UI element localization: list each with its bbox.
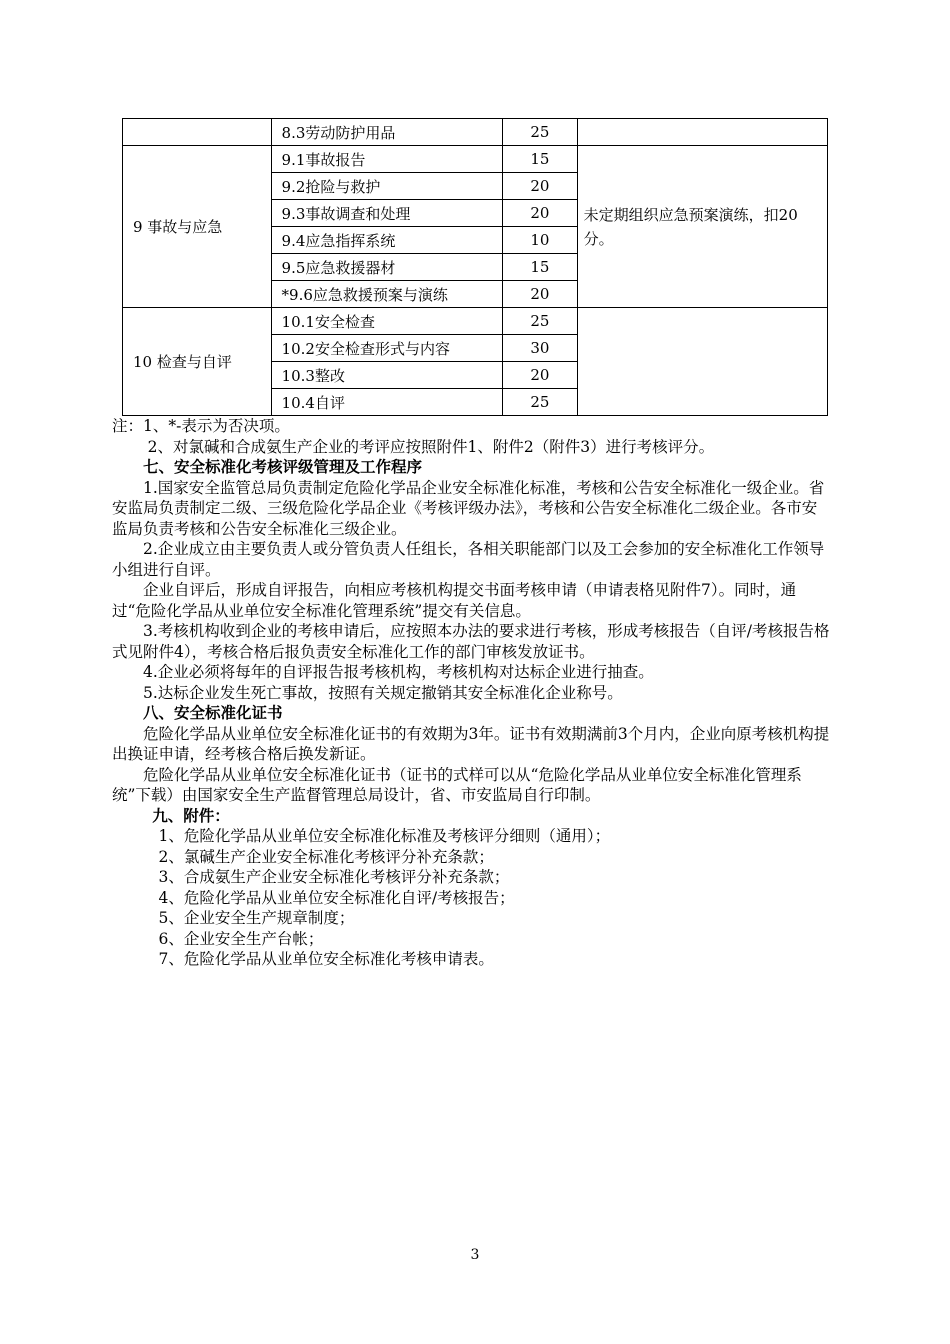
item-cell: 9.3事故调查和处理 [271,200,503,227]
list-item: 5、企业安全生产规章制度； [158,909,355,927]
list-item: 4、危险化学品从业单位安全标准化自评/考核报告； [158,888,515,907]
category-cell: 10 检查与自评 [123,308,272,416]
paragraph: 企业自评后，形成自评报告，向相应考核机构提交书面考核申请（申请表格见附件7）。同时，通过“危险化学品从业单位安全标准化管理系统”提交有关信息。 [112,581,797,620]
item-cell: 9.1事故报告 [271,146,503,173]
paragraph: 1.国家安全监管总局负责制定危险化学品企业安全标准化标准，考核和公告安全标准化一级企业。省安监局负责制定二级、三级危险化学品企业《考核评级办法》，考核和公告安全标准化二级企业。各市安监局负责考核和公告安全标准化三级企业。 [112,478,825,538]
list-item: 2、氯碱生产企业安全标准化考核评分补充条款； [158,847,494,866]
score-cell: 25 [503,119,577,146]
score-cell: 20 [503,173,577,200]
score-cell: 15 [503,254,577,281]
remark-cell [577,119,827,146]
section-9-title: 九、附件： [152,805,230,825]
table-row [123,146,828,173]
paragraph: 4.企业必须将每年的自评报告报考核机构，考核机构对达标企业进行抽查。 [143,663,654,681]
page-number: 3 [470,1247,480,1263]
item-cell: 9.5应急救援器材 [271,254,503,281]
item-cell: 9.2抢险与救护 [271,173,503,200]
section-8-title: 八、安全标准化证书 [143,703,283,722]
score-cell: 20 [503,362,577,389]
item-cell: 10.3整改 [271,362,503,389]
score-cell: 15 [503,146,577,173]
paragraph: 3.考核机构收到企业的考核申请后，应按照本办法的要求进行考核，形成考核报告（自评/考核报告格式见附件4），考核合格后报负责安全标准化工作的部门审核发放证书。 [112,622,830,661]
note-2: 2、对氯碱和合成氨生产企业的考评应按照附件1、附件2（附件3）进行考核评分。 [147,437,715,456]
paragraph: 2.企业成立由主要负责人或分管负责人任组长，各相关职能部门以及工会参加的安全标准化工作领导小组进行自评。 [112,540,825,579]
category-cell: 9 事故与应急 [123,146,272,308]
paragraph: 危险化学品从业单位安全标准化证书（证书的式样可以从“危险化学品从业单位安全标准化管理系统”下载）由国家安全生产监督管理总局设计，省、市安监局自行印制。 [112,765,802,804]
note-1: 注：1、*-表示为否决项。 [112,417,290,435]
table-row [123,308,828,335]
list-item: 3、合成氨生产企业安全标准化考核评分补充条款； [158,868,510,886]
remark-cell [577,308,827,416]
score-cell: 25 [503,308,577,335]
paragraph: 危险化学品从业单位安全标准化证书的有效期为3年。证书有效期满前3个月内，企业向原考核机构提出换证申请，经考核合格后换发新证。 [112,724,830,763]
body-text [112,416,832,970]
list-item: 1、危险化学品从业单位安全标准化标准及考核评分细则（通用）； [158,827,611,845]
score-cell: 30 [503,335,577,362]
item-cell: 10.1安全检查 [271,308,503,335]
list-item: 7、危险化学品从业单位安全标准化考核申请表。 [158,950,494,968]
item-cell: 10.2安全检查形式与内容 [271,335,503,362]
score-cell: 10 [503,227,577,254]
item-cell: *9.6应急救援预案与演练 [271,281,503,308]
item-cell: 9.4应急指挥系统 [271,227,503,254]
attachment-list [112,826,832,970]
remark-cell: 未定期组织应急预案演练，扣20分。 [577,146,827,308]
score-cell: 20 [503,200,577,227]
table-row [123,119,828,146]
score-cell: 25 [503,389,577,416]
category-cell [123,119,272,146]
list-item: 6、企业安全生产台帐； [158,929,324,948]
score-cell: 20 [503,281,577,308]
section-7-title: 七、安全标准化考核评级管理及工作程序 [143,457,423,476]
score-table [122,118,828,416]
item-cell: 8.3劳动防护用品 [271,119,503,146]
paragraph: 5.达标企业发生死亡事故，按照有关规定撤销其安全标准化企业称号。 [143,683,623,702]
item-cell: 10.4自评 [271,389,503,416]
